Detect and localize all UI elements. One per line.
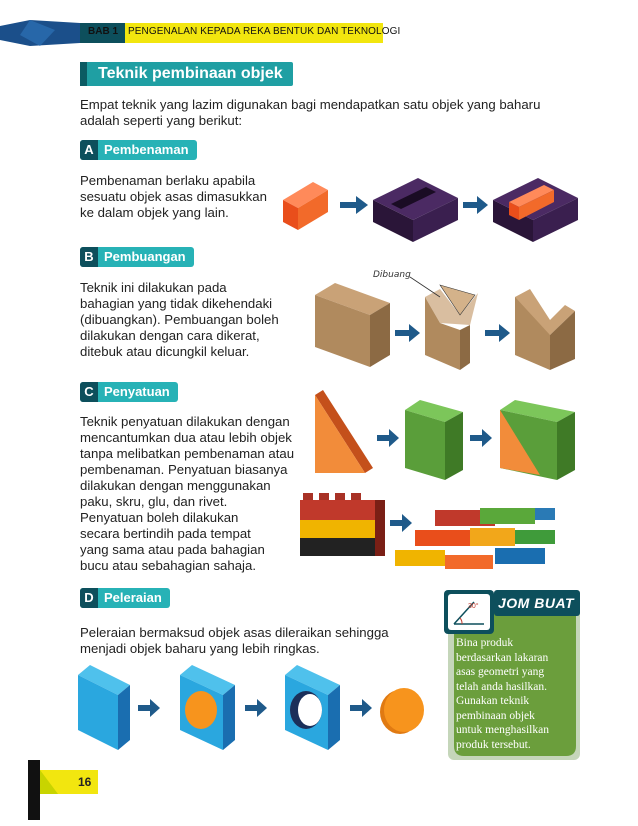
- arrow-icon: [138, 699, 160, 717]
- paragraph-d: Peleraian bermaksud objek asas dileraikan sehingga menjadi objek baharu yang lebih ringkas.: [80, 625, 389, 656]
- arrow-icon: [245, 699, 267, 717]
- arrow-icon: [463, 196, 488, 214]
- section-title: Teknik pembinaan objek: [80, 62, 293, 86]
- paragraph-b: Teknik ini dilakukan pada bahagian yang tidak dikehendaki (dibuangkan). Pembuangan boleh dilakukan dengan cara dikerat, ditebuk atau dicungkil keluar.: [80, 280, 279, 359]
- green-block-shape: [405, 400, 463, 480]
- subheading-a: A Pembenaman: [80, 140, 197, 160]
- arrow-icon: [390, 514, 412, 532]
- chapter-number: BAB 1: [88, 26, 119, 37]
- subheading-c: C Penyatuan: [80, 382, 178, 402]
- arrow-icon: [377, 429, 399, 447]
- blue-block-with-disc: [180, 665, 235, 750]
- wood-block-shape: [315, 283, 390, 367]
- embedding-illustration: [278, 160, 588, 245]
- stacked-lego-blocks: [300, 493, 385, 556]
- wood-v-block-shape: [515, 289, 575, 370]
- joined-block-shape: [500, 400, 575, 480]
- blue-block-shape: [78, 665, 130, 750]
- arrow-icon: [350, 699, 372, 717]
- disassembly-illustration: [70, 660, 440, 755]
- removal-illustration: [300, 275, 590, 375]
- blue-block-with-hole: [285, 665, 340, 750]
- orange-block-shape: [283, 182, 328, 230]
- section-intro: Empat teknik yang lazim digunakan bagi mendapatkan satu objek yang baharu adalah seperti yang berikut:: [80, 97, 541, 128]
- embedded-block: [493, 178, 578, 242]
- paragraph-c: Teknik penyatuan dilakukan dengan mencantumkan dua atau lebih objek tanpa melibatkan pembenaman atau pembenaman. Penyatuan biasanya dilakukan dengan menggunakan paku, skru, glu, dan rivet. Penyatuan boleh dilakukan secara bertindih pada tempat yang sama atau pada bahagian bucu atau sebahagian sahaja.: [80, 414, 295, 573]
- dibuang-label: Dibuang: [373, 270, 411, 280]
- jom-buat-label: JOM BUAT: [498, 595, 575, 611]
- scattered-lego-blocks: [395, 508, 555, 569]
- angle-label: 30°: [468, 603, 479, 610]
- arrow-icon: [395, 324, 420, 342]
- subheading-d: D Peleraian: [80, 588, 170, 608]
- wood-block-cut-shape: [410, 277, 478, 370]
- purple-slotted-block: [373, 178, 458, 242]
- arrow-icon: [470, 429, 492, 447]
- page-number: 16: [78, 775, 92, 789]
- joining-illustration: [295, 390, 590, 590]
- footer-tab: [28, 760, 98, 820]
- arrow-icon: [485, 324, 510, 342]
- jom-buat-text: Bina produk berdasarkan lakaran asas geometri yang telah anda hasilkan. Gunakan teknik pembinaan objek untuk menghasilkan produk tersebut.: [456, 637, 549, 751]
- paragraph-a: Pembenaman berlaku apabila sesuatu objek asas dimasukkan ke dalam objek yang lain.: [80, 173, 267, 220]
- chapter-title: PENGENALAN KEPADA REKA BENTUK DAN TEKNOLOGI: [128, 26, 401, 37]
- subheading-b: B Pembuangan: [80, 247, 194, 267]
- orange-disc-shape: [380, 688, 424, 734]
- orange-wedge-shape: [315, 390, 373, 473]
- arrow-icon: [340, 196, 368, 214]
